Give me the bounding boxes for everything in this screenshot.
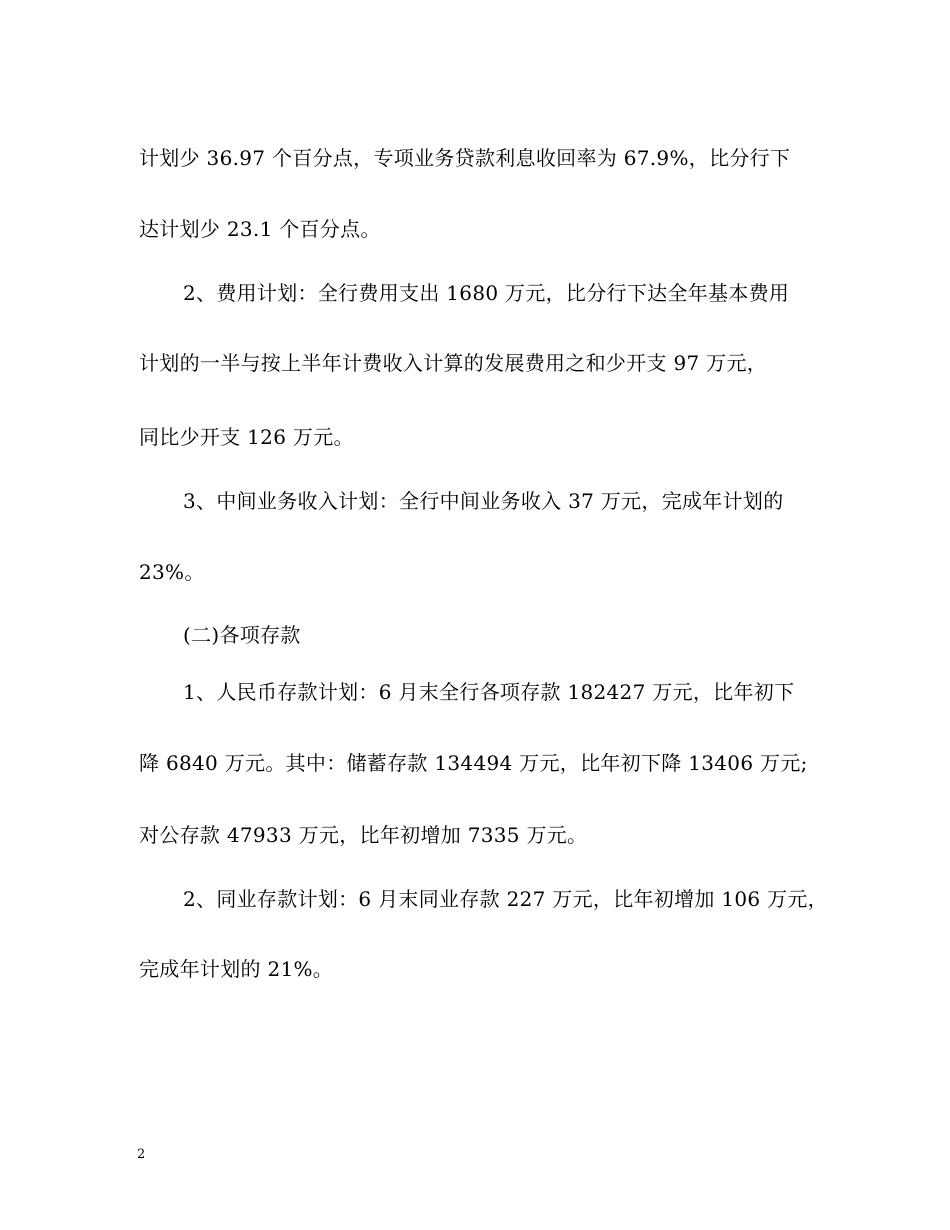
text-line-2: 达计划少 23.1 个百分点。 xyxy=(139,217,381,241)
text-line-6: 3、中间业务收入计划：全行中间业务收入 37 万元，完成年计划的 xyxy=(183,489,784,513)
section-heading: (二)各项存款 xyxy=(183,623,301,647)
text-line-12: 2、同业存款计划：6 月末同业存款 227 万元，比年初增加 106 万元， xyxy=(183,887,828,911)
text-line-4: 计划的一半与按上半年计费收入计算的发展费用之和少开支 97 万元， xyxy=(139,351,768,375)
text-line-7: 23%。 xyxy=(139,560,205,584)
text-line-13: 完成年计划的 21%。 xyxy=(139,957,334,981)
text-line-5: 同比少开支 126 万元。 xyxy=(139,425,354,449)
text-line-11: 对公存款 47933 万元，比年初增加 7335 万元。 xyxy=(139,823,588,847)
text-line-10: 降 6840 万元。其中：储蓄存款 134494 万元，比年初下降 13406 万元; xyxy=(139,751,808,775)
text-line-3: 2、费用计划：全行费用支出 1680 万元，比分行下达全年基本费用 xyxy=(183,281,790,305)
page-number: 2 xyxy=(137,1147,146,1162)
text-line-9: 1、人民币存款计划：6 月末全行各项存款 182427 万元，比年初下 xyxy=(183,680,795,704)
text-line-1: 计划少 36.97 个百分点，专项业务贷款利息收回率为 67.9%，比分行下 xyxy=(139,146,791,170)
